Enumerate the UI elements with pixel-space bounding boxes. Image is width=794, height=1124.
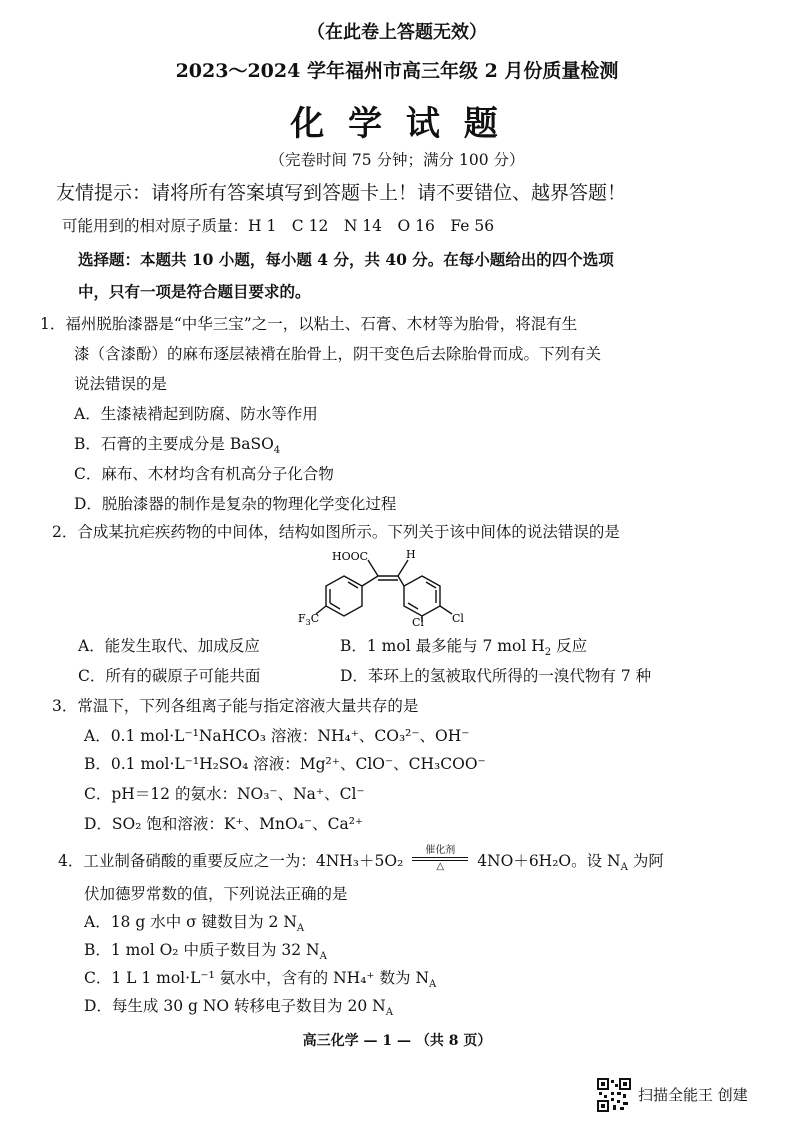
page-footer: 高三化学 — 1 — （共 8 页） [302, 1033, 492, 1049]
q1-option-a: A．生漆裱褙起到防腐、防水等作用 [74, 405, 318, 423]
mol-cl1-label: Cl [412, 616, 424, 626]
q3-option-b: B．0.1 mol·L⁻¹H₂SO₄ 溶液：Mg²⁺、ClO⁻、CH₃COO⁻ [84, 755, 486, 773]
q3-option-c: C．pH＝12 的氨水：NO₃⁻、Na⁺、Cl⁻ [84, 785, 365, 803]
q4-option-a: A．18 g 水中 σ 键数目为 2 $N_A$ [84, 913, 305, 935]
time-score: （完卷时间 75 分钟；满分 100 分） [269, 151, 525, 169]
q1-stem-1: 1．福州脱胎漆器是“中华三宝”之一，以粘土、石膏、木材等为胎骨，将混有生 [40, 315, 578, 333]
notice: （在此卷上答题无效） [307, 22, 487, 43]
q3-stem: 3．常温下，下列各组离子能与指定溶液大量共存的是 [52, 697, 419, 715]
q2-option-b: B．1 mol 最多能与 7 mol $H_2$ 反应 [340, 637, 588, 659]
q1-option-c: C．麻布、木材均含有机高分子化合物 [74, 465, 334, 483]
q2-option-a: A．能发生取代、加成反应 [78, 637, 260, 655]
q2-option-c: C．所有的碳原子可能共面 [78, 667, 261, 685]
q1-option-b: B．石膏的主要成分是 BaSO$_4$ [74, 435, 281, 457]
q3-option-a: A．0.1 mol·L⁻¹NaHCO₃ 溶液：NH₄⁺、CO₃²⁻、OH⁻ [84, 727, 470, 745]
q2-option-d: D．苯环上的氢被取代所得的一溴代物有 7 种 [340, 667, 652, 685]
mol-cl2-label: Cl [452, 612, 464, 625]
q4-option-b: B．1 mol O₂ 中质子数目为 32 $N_A$ [84, 941, 327, 963]
q1-stem-3: 说法错误的是 [74, 375, 168, 393]
reminder: 友情提示：请将所有答案填写到答题卡上！请不要错位、越界答题！ [56, 182, 627, 204]
q3-option-d: D．SO₂ 饱和溶液：K⁺、MnO₄⁻、Ca²⁺ [84, 815, 364, 833]
mol-cf3-label: $F_3C$ [298, 612, 320, 626]
section-line-1: 选择题：本题共 10 小题，每小题 4 分，共 40 分。在每小题给出的四个选项 [78, 250, 614, 269]
q4-stem-2: 伏加德罗常数的值，下列说法正确的是 [84, 885, 348, 903]
q2-stem: 2．合成某抗疟疾药物的中间体，结构如图所示。下列关于该中间体的说法错误的是 [52, 523, 620, 541]
q4-option-d: D．每生成 30 g NO 转移电子数目为 20 $N_A$ [84, 997, 393, 1019]
scanner-watermark: 扫描全能王 创建 [638, 1086, 748, 1104]
subject-title: 化 学 试 题 [290, 104, 504, 144]
q4-stem-1: 4．工业制备硝酸的重要反应之一为：4NH₃＋5O₂ 催化剂 △ 4NO＋6H₂O。设 $N_A$ 为阿 [58, 845, 664, 874]
exam-title: 2023～2024 学年福州市高三年级 2 月份质量检测 [175, 60, 619, 82]
reaction-arrow: 催化剂 △ [412, 845, 468, 873]
q1-option-d: D．脱胎漆器的制作是复杂的物理化学变化过程 [74, 495, 397, 513]
mol-cooh-label: HOOC [332, 550, 369, 563]
q4-option-c: C．1 L 1 mol·L⁻¹ 氨水中，含有的 NH₄⁺ 数为 $N_A$ [84, 969, 437, 991]
q1-stem-2: 漆（含漆酚）的麻布逐层裱褙在胎骨上，阴干变色后去除胎骨而成。下列有关 [74, 345, 602, 363]
molecule-structure [296, 546, 506, 626]
qr-code-icon [597, 1078, 631, 1112]
atomic-mass: 可能用到的相对原子质量：H 1 C 12 N 14 O 16 Fe 56 [62, 217, 495, 235]
mol-h-label: H [406, 548, 416, 561]
section-line-2: 中，只有一项是符合题目要求的。 [78, 282, 311, 301]
